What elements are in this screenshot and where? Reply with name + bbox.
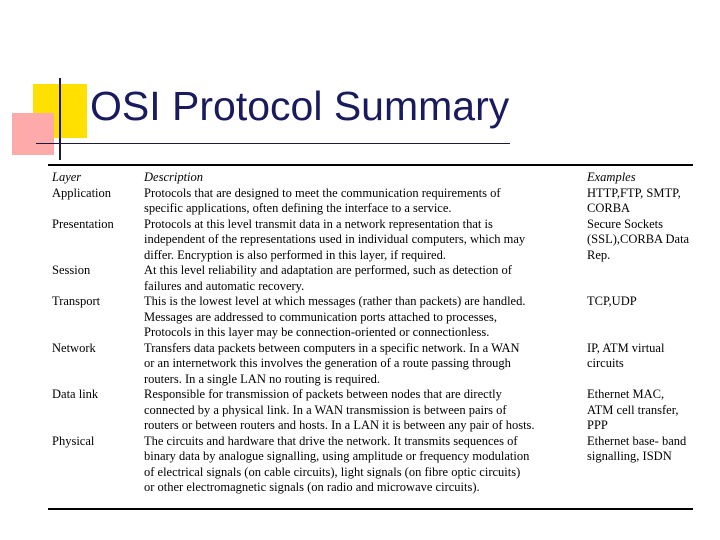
examples-line: CORBA bbox=[587, 201, 631, 215]
header-examples: Examples bbox=[587, 170, 636, 184]
examples-line: Secure Sockets bbox=[587, 216, 664, 231]
layer-examples bbox=[587, 341, 664, 372]
table-row bbox=[52, 186, 702, 217]
layer-description bbox=[144, 217, 525, 264]
layer-description bbox=[144, 263, 512, 294]
description-line: This is the lowest level at which messages (rather than packets) are handled. bbox=[144, 294, 526, 308]
table-row bbox=[52, 387, 702, 434]
table-row bbox=[52, 217, 702, 264]
description-line: routers or between routers and hosts. In a LAN it is between any pair of hosts. bbox=[144, 418, 535, 432]
table-top-rule bbox=[48, 164, 693, 166]
description-line: differ. Encryption is also performed in this layer, if required. bbox=[144, 247, 446, 262]
layer-description bbox=[144, 434, 529, 496]
page-title: OSI Protocol Summary bbox=[90, 83, 510, 129]
description-line: The circuits and hardware that drive the network. It transmits sequences of bbox=[144, 433, 518, 448]
table-body bbox=[52, 186, 702, 496]
decorative-vertical-line bbox=[59, 78, 61, 160]
layer-name: Session bbox=[52, 263, 91, 277]
layer-name: Application bbox=[52, 185, 112, 200]
examples-line: ATM cell transfer, bbox=[587, 402, 679, 417]
layer-examples bbox=[587, 217, 689, 264]
examples-line: Rep. bbox=[587, 247, 611, 262]
layer-examples bbox=[587, 434, 686, 465]
table-row bbox=[52, 263, 702, 294]
description-line: Protocols in this layer may be connection-oriented or connectionless. bbox=[144, 325, 490, 339]
description-line: of electrical signals (on cable circuits), light signals (on fibre optic circuits) bbox=[144, 464, 521, 479]
layer-name: Network bbox=[52, 340, 96, 355]
layer-description bbox=[144, 186, 501, 217]
layer-name: Data link bbox=[52, 387, 99, 401]
description-line: routers. In a single LAN no routing is required. bbox=[144, 371, 381, 386]
description-line: Responsible for transmission of packets between nodes that are directly bbox=[144, 387, 502, 401]
description-line: Messages are addressed to communication ports attached to processes, bbox=[144, 309, 498, 324]
examples-line: Ethernet base- band bbox=[587, 433, 687, 448]
header-description: Description bbox=[144, 170, 204, 184]
layer-description bbox=[144, 387, 535, 434]
examples-line: circuits bbox=[587, 356, 624, 370]
layer-examples bbox=[587, 294, 637, 310]
description-line: connected by a physical link. In a WAN transmission is between pairs of bbox=[144, 402, 507, 417]
layer-description bbox=[144, 341, 520, 388]
layer-name: Presentation bbox=[52, 216, 114, 231]
examples-line: IP, ATM virtual bbox=[587, 340, 665, 355]
header-layer: Layer bbox=[52, 170, 82, 184]
description-line: Protocols that are designed to meet the communication requirements of bbox=[144, 185, 501, 200]
layer-name: Physical bbox=[52, 433, 95, 448]
table-row bbox=[52, 341, 702, 388]
description-line: At this level reliability and adaptation are performed, such as detection of bbox=[144, 263, 512, 277]
table-header-row bbox=[52, 170, 702, 186]
osi-table bbox=[52, 170, 702, 496]
layer-description bbox=[144, 294, 525, 341]
examples-line: (SSL),CORBA Data bbox=[587, 232, 690, 246]
table-row bbox=[52, 294, 702, 341]
title-underline bbox=[36, 143, 510, 144]
examples-line: Ethernet MAC, bbox=[587, 387, 665, 401]
table-bottom-rule bbox=[48, 508, 693, 510]
layer-examples bbox=[587, 387, 678, 434]
description-line: Transfers data packets between computers in a specific network. In a WAN bbox=[144, 340, 520, 355]
examples-line: HTTP,FTP, SMTP, bbox=[587, 185, 681, 200]
examples-line: signalling, ISDN bbox=[587, 449, 672, 463]
layer-examples bbox=[587, 186, 681, 217]
description-line: Protocols at this level transmit data in a network representation that is bbox=[144, 216, 493, 231]
description-line: failures and automatic recovery. bbox=[144, 278, 305, 293]
description-line: or an internetwork this involves the generation of a route passing through bbox=[144, 356, 511, 370]
decorative-pink-square bbox=[12, 113, 54, 155]
examples-line: PPP bbox=[587, 418, 608, 432]
description-line: binary data by analogue signalling, using amplitude or frequency modulation bbox=[144, 449, 530, 463]
description-line: independent of the representations used in individual computers, which may bbox=[144, 232, 526, 246]
description-line: specific applications, often defining the interface to a service. bbox=[144, 201, 452, 215]
table-row bbox=[52, 434, 702, 496]
examples-line: TCP,UDP bbox=[587, 294, 637, 308]
description-line: or other electromagnetic signals (on radio and microwave circuits). bbox=[144, 480, 480, 494]
layer-name: Transport bbox=[52, 294, 101, 308]
